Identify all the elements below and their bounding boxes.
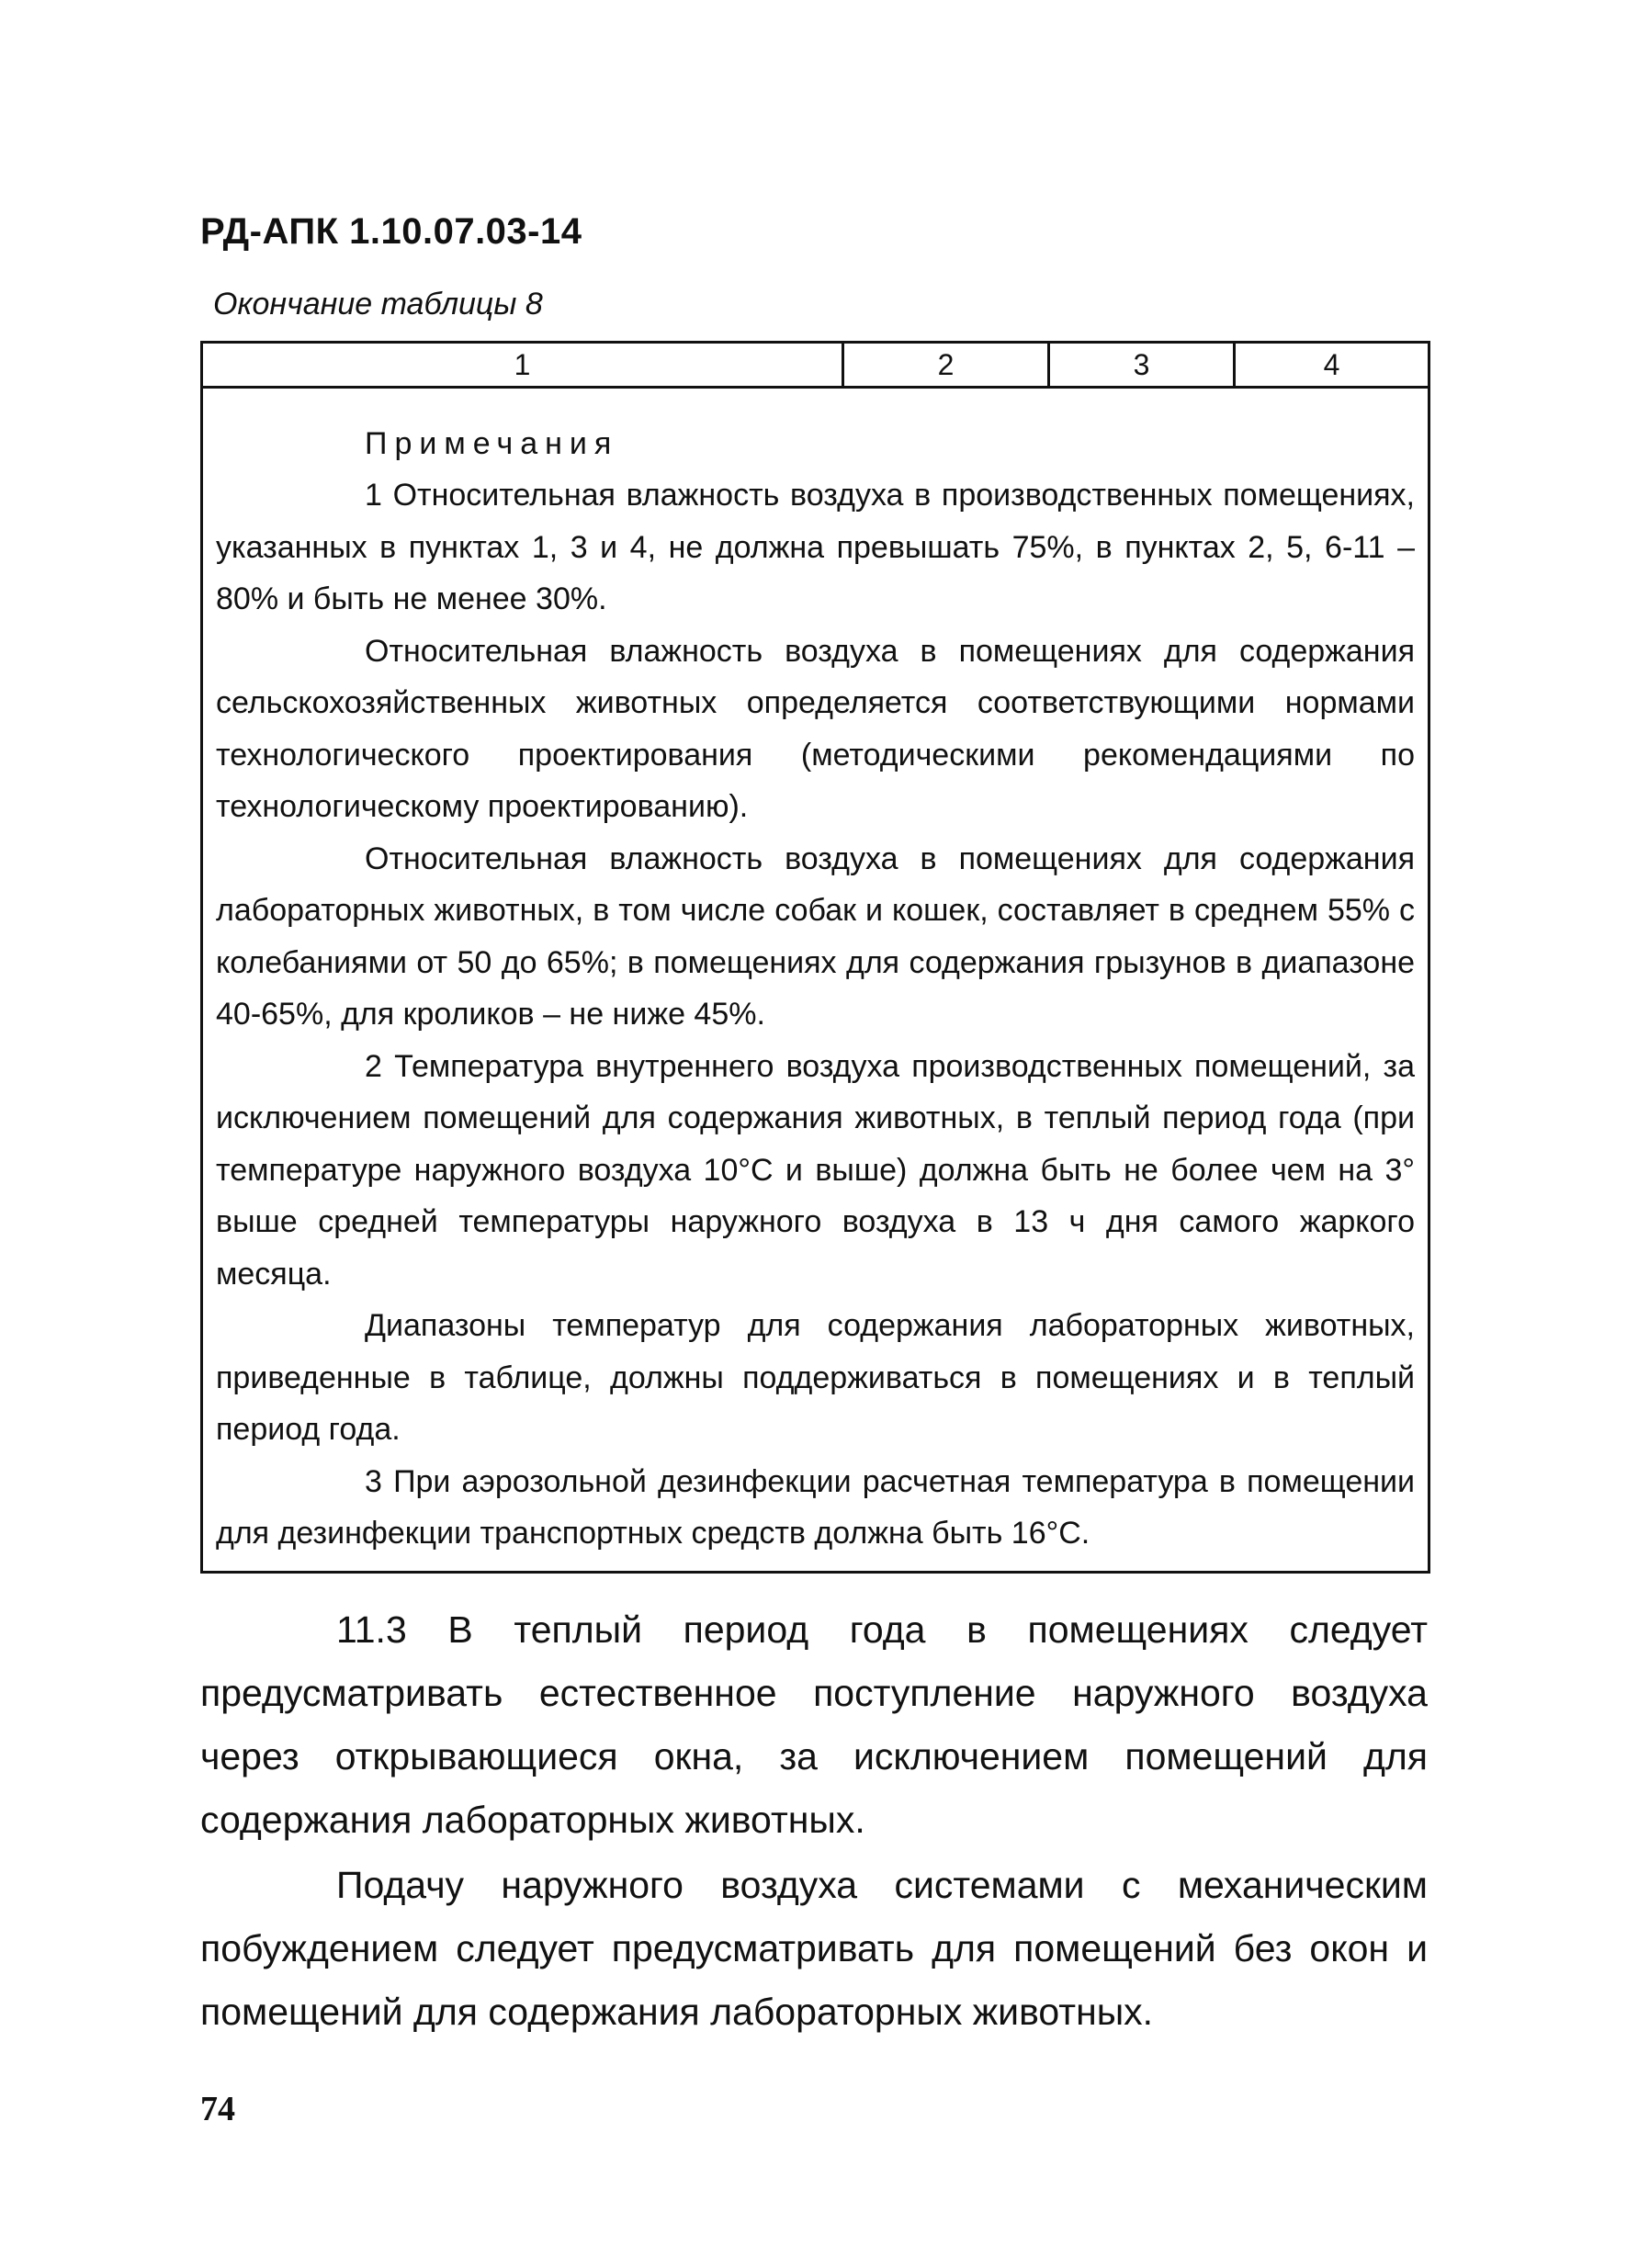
note-paragraph: Диапазоны температур для содержания лабораторных животных, приведенные в таблице, должны поддерживаться в помещениях и в теплый период года. [216,1308,1415,1447]
column-number-2: 2 [843,343,1049,388]
table-header-row [202,343,1429,388]
page-number: 74 [200,2090,235,2128]
body-paragraph: Подачу наружного воздуха системами с механическим побуждением следует предусматривать для помещений без окон и помещений для содержания лабораторных животных. [200,1864,1428,2033]
notes-row [202,388,1429,1573]
note-paragraph: 2 Температура внутреннего воздуха производственных помещений, за исключением помещений для содержания животных, в теплый период года (при температуре наружного воздуха 10°С и выше) должна быть не более чем на 3° выше средней температуры наружного воздуха в 13 ч дня самого жаркого месяца. [216,1048,1415,1292]
notes-title: Примечания [365,426,619,461]
body-paragraph: 11.3 В теплый период года в помещениях следует предусматривать естественное поступление наружного воздуха через открывающиеся окна, за исключением помещений для содержания лабораторных животных. [200,1608,1428,1841]
note-paragraph: Относительная влажность воздуха в помещениях для содержания лабораторных животных, в том числе собак и кошек, составляет в среднем 55% с колебаниями от 50 до 65%; в помещениях для содержания грызунов в диапазоне 40-65%, для кроликов – не ниже 45%. [216,841,1415,1032]
column-number-3: 3 [1049,343,1235,388]
column-number-1: 1 [202,343,843,388]
body-section [200,1598,1428,2044]
column-number-4: 4 [1235,343,1429,388]
document-code: РД-АПК 1.10.07.03-14 [200,211,582,252]
table-caption: Окончание таблицы 8 [213,287,543,322]
table-8-continuation [200,341,1430,1574]
note-paragraph: 1 Относительная влажность воздуха в производственных помещениях, указанных в пунктах 1, 3 и 4, не должна превышать 75%, в пунктах 2, 5, 6-11 – 80% и быть не менее 30%. [216,478,1415,616]
note-paragraph: 3 При аэрозольной дезинфекции расчетная температура в помещении для дезинфекции транспортных средств должна быть 16°С. [216,1463,1415,1551]
note-paragraph: Относительная влажность воздуха в помещениях для содержания сельскохозяйственных животных определяется соответствующими нормами технологического проектирования (методическими рекомендациями по технологическому проектированию). [216,633,1415,824]
notes-cell [202,388,1429,1573]
